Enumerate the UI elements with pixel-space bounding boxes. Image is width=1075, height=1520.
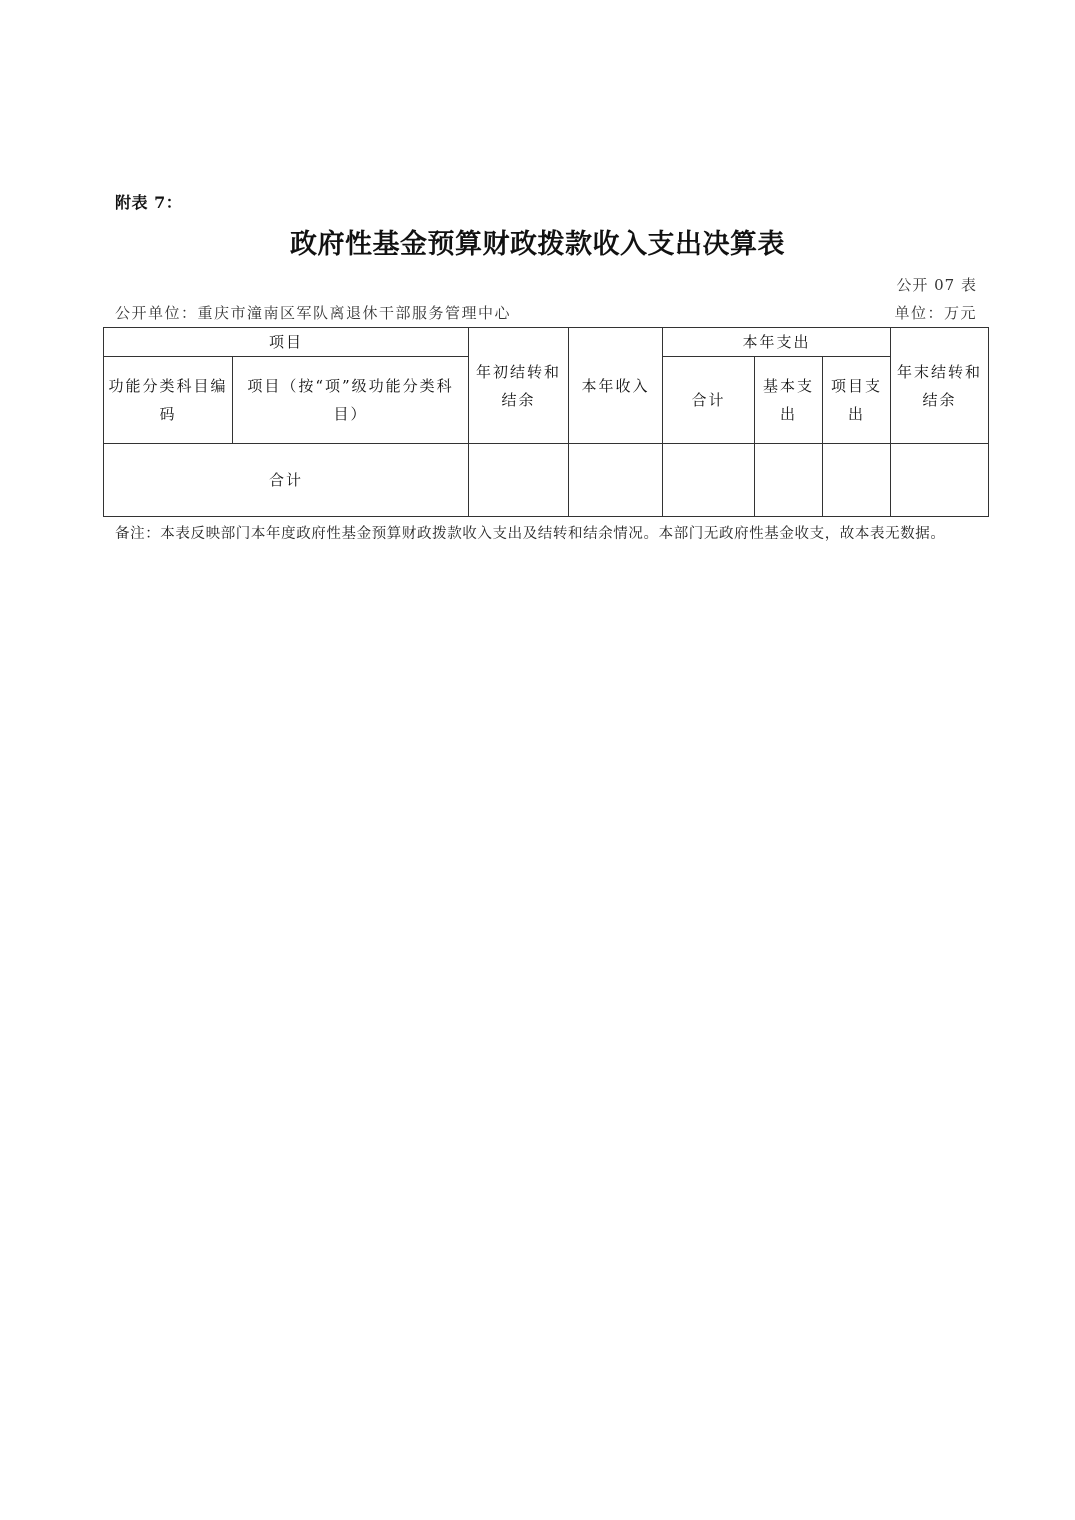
header-end-balance: 年末结转和结余 xyxy=(891,328,989,444)
header-begin-balance: 年初结转和结余 xyxy=(469,328,569,444)
header-project-expense: 项目支出 xyxy=(823,357,891,444)
footnote: 备注：本表反映部门本年度政府性基金预算财政拨款收入支出及结转和结余情况。本部门无政府性基金收支，故本表无数据。 xyxy=(115,526,946,542)
header-item-detail: 项目（按“项”级功能分类科目） xyxy=(233,357,469,444)
header-income: 本年收入 xyxy=(569,328,663,444)
total-basic-expense xyxy=(755,444,823,517)
total-project-expense xyxy=(823,444,891,517)
form-code: 公开 07 表 xyxy=(896,276,977,294)
budget-table xyxy=(103,327,989,517)
page-title: 政府性基金预算财政拨款收入支出决算表 xyxy=(290,229,785,260)
total-expense xyxy=(663,444,755,517)
header-basic-expense: 基本支出 xyxy=(755,357,823,444)
header-item: 项目 xyxy=(104,328,469,357)
org-label: 公开单位：重庆市潼南区军队离退休干部服务管理中心 xyxy=(115,304,512,322)
total-income xyxy=(569,444,663,517)
unit-label: 单位：万元 xyxy=(894,304,977,322)
header-expense-total: 合计 xyxy=(663,357,755,444)
total-begin-balance xyxy=(469,444,569,517)
attachment-label: 附表 7： xyxy=(115,193,183,212)
total-label: 合计 xyxy=(104,444,469,517)
table-row xyxy=(104,444,989,517)
header-func-code: 功能分类科目编码 xyxy=(104,357,233,444)
header-expense: 本年支出 xyxy=(663,328,891,357)
total-end-balance xyxy=(891,444,989,517)
